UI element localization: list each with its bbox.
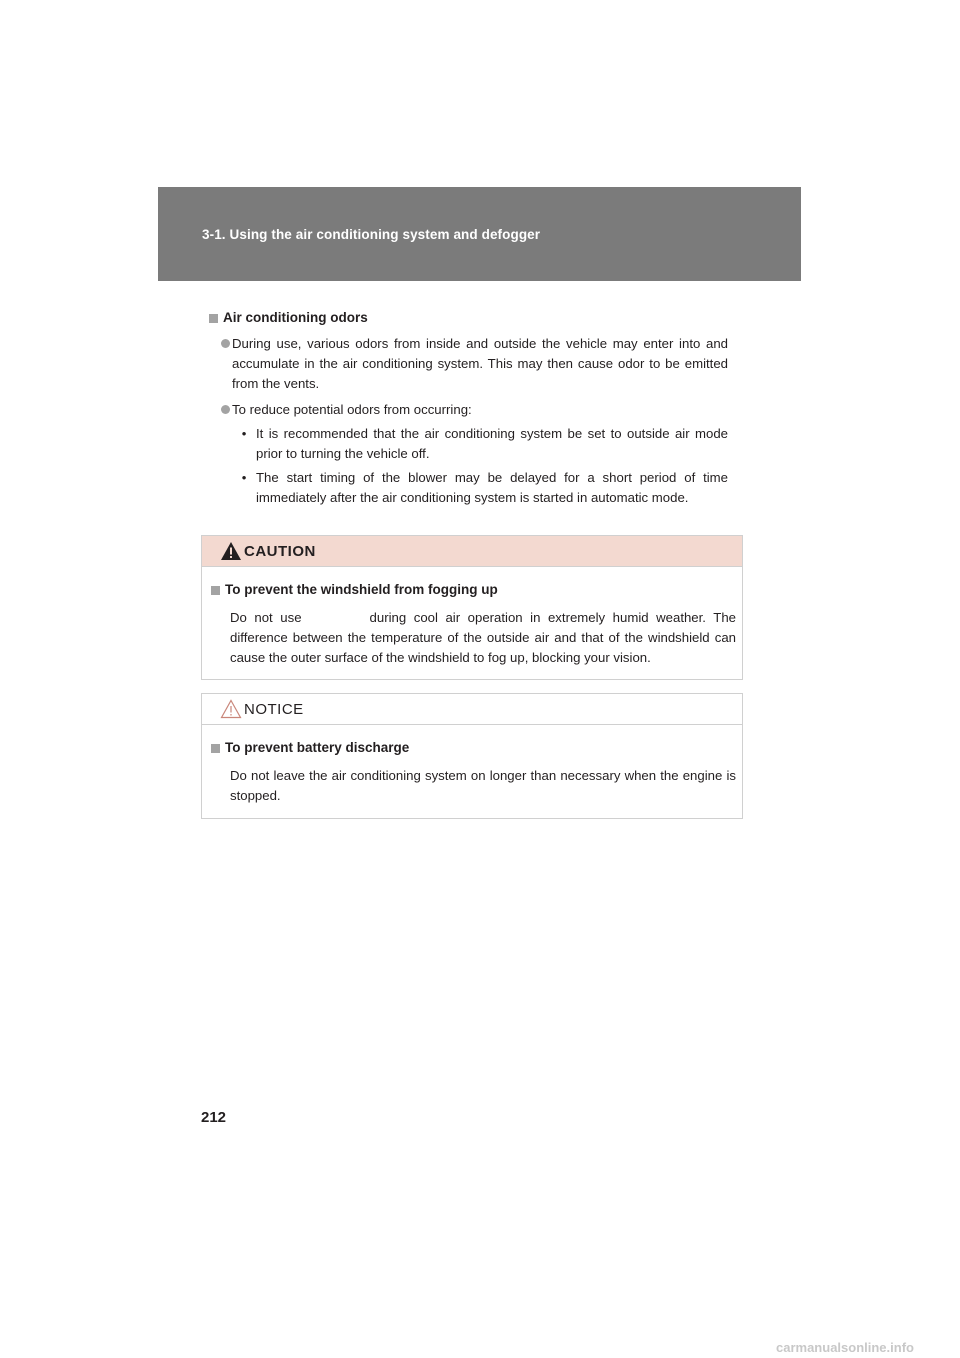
circle-bullet-icon <box>221 405 230 414</box>
notice-body <box>210 738 742 806</box>
circle-bullet-icon <box>221 339 230 348</box>
middle-dot-icon: • <box>241 470 247 485</box>
bullet-text: To reduce potential odors from occurring: <box>232 402 472 417</box>
sub-item-text: It is recommended that the air conditioning system be set to outside air mode prior to turning the vehicle off. <box>256 426 728 461</box>
chapter-title: 3-1. Using the air conditioning system and defogger <box>202 227 541 242</box>
section-heading-text: Air conditioning odors <box>223 310 368 325</box>
sub-list-item <box>232 424 728 464</box>
notice-heading-text: To prevent battery discharge <box>225 740 410 755</box>
caution-text-before: Do not use <box>230 610 302 625</box>
middle-dot-icon: • <box>241 426 247 441</box>
square-bullet-icon <box>211 586 220 595</box>
list-item <box>208 334 728 394</box>
square-bullet-icon <box>211 744 220 753</box>
caution-box <box>201 535 743 680</box>
notice-box <box>201 693 743 819</box>
caution-text <box>210 608 742 668</box>
notice-title: NOTICE <box>244 701 304 718</box>
square-bullet-icon <box>209 314 218 323</box>
page-number: 212 <box>201 1109 227 1126</box>
list-item <box>208 400 728 420</box>
notice-text: Do not leave the air conditioning system on longer than necessary when the engine is stopped. <box>230 768 736 803</box>
caution-text-after: during cool air operation in extremely humid weather. The difference between the temperature of the outside air and that of the windshield can cause the outer surface of the windshield to fog up, blocking your vision. <box>230 610 736 665</box>
warning-outline-icon <box>220 699 242 719</box>
warning-icon <box>220 541 242 561</box>
sub-item-text: The start timing of the blower may be delayed for a short period of time immediately after the air conditioning system is started in automatic mode. <box>256 470 728 505</box>
caution-heading-text: To prevent the windshield from fogging up <box>225 582 498 597</box>
notice-header <box>202 694 742 725</box>
caution-heading <box>210 580 742 600</box>
section-heading <box>208 308 728 328</box>
notice-heading <box>210 738 742 758</box>
caution-title: CAUTION <box>244 543 316 560</box>
bullet-text: During use, various odors from inside and outside the vehicle may enter into and accumulate in the air conditioning system. This may then cause odor to be emitted from the vents. <box>232 336 728 391</box>
chapter-header <box>158 187 801 281</box>
watermark: carmanualsonline.info <box>776 1340 914 1355</box>
sub-list-item <box>232 468 728 508</box>
odors-section <box>208 308 728 508</box>
caution-body <box>210 580 742 668</box>
caution-header <box>202 536 742 567</box>
